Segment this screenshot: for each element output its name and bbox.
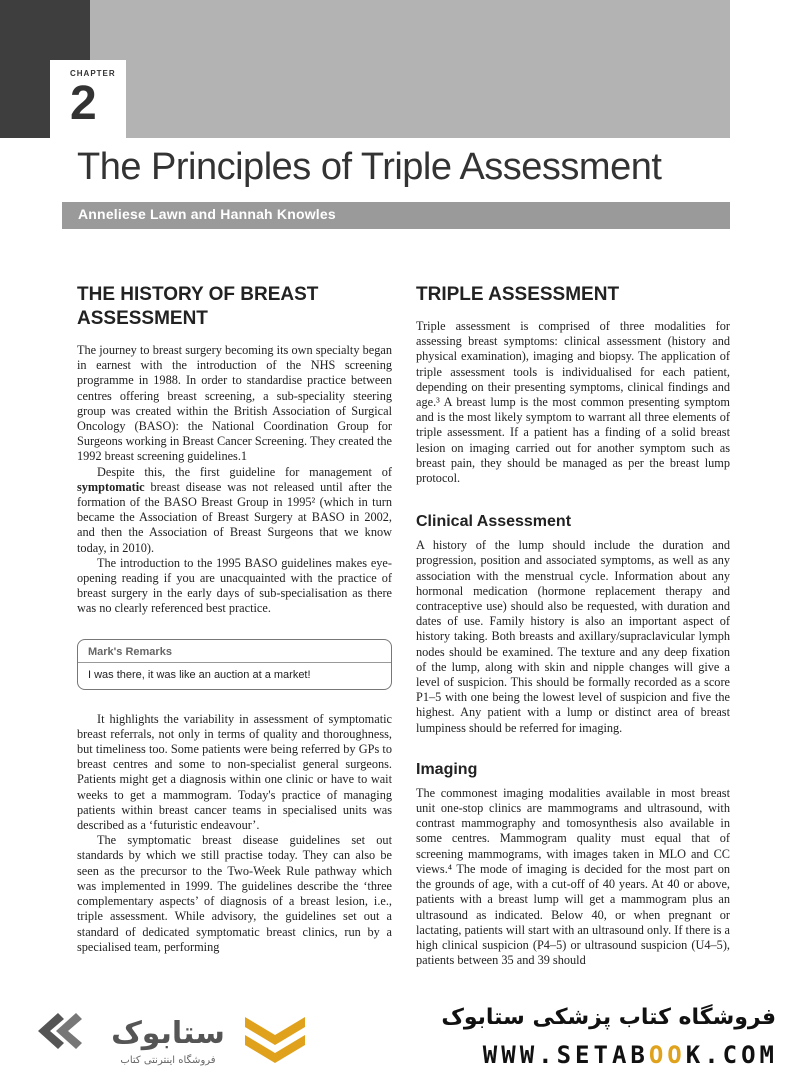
section-heading-triple: TRIPLE ASSESSMENT xyxy=(416,284,620,305)
right-column xyxy=(416,283,730,968)
paragraph: Triple assessment is comprised of three modalities for assessing breast symptoms: clinical assessment (history and physical examination), imaging and biopsy. The application of triple assessment tools is individualised for each patient, depending on their presenting symptoms, clinical findings and age.³ A breast lump is the most common presenting symptom and is the most likely symptom to warrant all three elements of triple assessment. If a patient has a finding of a solid breast lesion on imaging carried out for another symptom such as breast pain, they should be managed as per the breast lump protocol. xyxy=(416,319,730,486)
shop-name: فروشگاه کتاب پزشکی ستابوک xyxy=(441,1005,776,1030)
section-heading-history: THE HISTORY OF BREAST ASSESSMENT xyxy=(77,284,319,329)
subheading-imaging: Imaging xyxy=(416,760,478,778)
book-chevron-icon xyxy=(240,1005,310,1065)
url-letter-o: O xyxy=(667,1041,686,1069)
footer-banner xyxy=(0,993,810,1079)
paragraph: The journey to breast surgery becoming its own specialty began in earnest with the introduction of the NHS screening programme in 1988. In order to standardise practice between centres offering breast screening, a sub-speciality steering group was created within the British Association of Surgical Oncology (BASO): the National Coordination Group for Surgeons working in Breast Cancer Screening. They created the 1992 breast screening guidelines.1 xyxy=(77,343,392,464)
chapter-box xyxy=(50,60,126,138)
text-run: Despite this, the first guideline for management of xyxy=(97,464,392,479)
bold-term: symptomatic xyxy=(77,479,145,494)
logo-text: ستابوک xyxy=(111,1016,225,1051)
chapter-title: The Principles of Triple Assessment xyxy=(77,146,662,188)
chapter-number: 2 xyxy=(70,77,97,130)
remarks-text: I was there, it was like an auction at a market! xyxy=(88,668,311,681)
setabook-logo xyxy=(28,1001,228,1071)
paragraph: The introduction to the 1995 BASO guidelines makes eye-opening reading if you are unacquainted with the practice of breast surgery in the early days of sub-specialisation as there was no clearly referenced best practice. xyxy=(77,555,392,616)
subheading-clinical: Clinical Assessment xyxy=(416,513,572,531)
paragraph: It highlights the variability in assessment of symptomatic breast referrals, not only in terms of quality and thoroughness, but timeliness too. Some patients were being referred by GPs to breast centres and some to non-specialist general surgeons. Patients might get a diagnosis within one clinic or have to wait weeks to get a mammogram. Today's practice of managing patients within breast cancer teams in specialised units was described as a ‘futuristic endeavour’. xyxy=(77,711,392,833)
shop-url[interactable] xyxy=(483,1041,778,1069)
paragraph: The commonest imaging modalities available in most breast unit one-stop clinics are mammograms and ultrasound, with contrast mammography and tomosynthesis also available in some centres. Mammogram quality must equal that of screening mammograms, with images taken in MLO and CC views.⁴ The mode of imaging is decided for the most part on the grounds of age, with a cut-off of 40 years. At 40 or above, patients with a breast lump will get a mammogram plus an ultrasound as indicated. Below 40, or when pregnant or lactating, patients will start with an ultrasound only. If there is a high clinical suspicion (P4–5) or ultrasound suspicion (U4–5), patients between 35 and 39 should xyxy=(416,785,730,968)
header-gray-band xyxy=(90,0,730,138)
left-column xyxy=(77,283,392,955)
logo-chevron-icon xyxy=(38,1013,82,1049)
author-bar xyxy=(62,202,730,229)
url-part: K.COM xyxy=(685,1041,778,1069)
url-part: WWW.SETAB xyxy=(482,1041,649,1069)
url-letter-o: O xyxy=(648,1041,668,1069)
paragraph: The symptomatic breast disease guidelines set out standards by which we still practise today. They can also be seen as the precursor to the Two-Week Rule pathway which was implemented in 1999. The guidelines describe the ‘three complementary aspects’ of diagnosis of a breast lesion, i.e., triple assessment. While advisory, the guidelines set out a standard of dedicated symptomatic breast clinics, run by a specialised team, performing xyxy=(77,833,392,954)
paragraph xyxy=(77,465,392,556)
remarks-divider xyxy=(78,662,391,663)
chapter-label: CHAPTER xyxy=(70,69,116,78)
authors: Anneliese Lawn and Hannah Knowles xyxy=(78,206,336,222)
paragraph: A history of the lump should include the duration and progression, position and associated symptoms, as well as any association with the menstrual cycle. Information about any hormonal medication (hormone replacement therapy and contraceptive use) should also be requested, with duration and dates of use. Family history is also an important aspect of history taking. Both breasts and axillary/supraclavicular lymph nodes should be examined. The texture and any deep fixation of the lump, along with skin and nipple changes will give a level of suspicion. This should be formally recorded as a score P1–5 with one being the lowest level of suspicion and five the highest. Any patient with a lump or distinct area of breast lumpiness should be referred for imaging. xyxy=(416,538,730,735)
text-run: breast disease was not released until after the formation of the BASO Breast Group in 1995² (which in turn became the Association of Breast Surgery at BASO in 2002, and then the Association of Breast Surgeons that we know today, in 2010). xyxy=(77,479,392,555)
remarks-box xyxy=(77,639,392,690)
remarks-title: Mark's Remarks xyxy=(88,645,172,658)
logo-subtext: فروشگاه اینترنتی کتاب xyxy=(120,1055,216,1066)
